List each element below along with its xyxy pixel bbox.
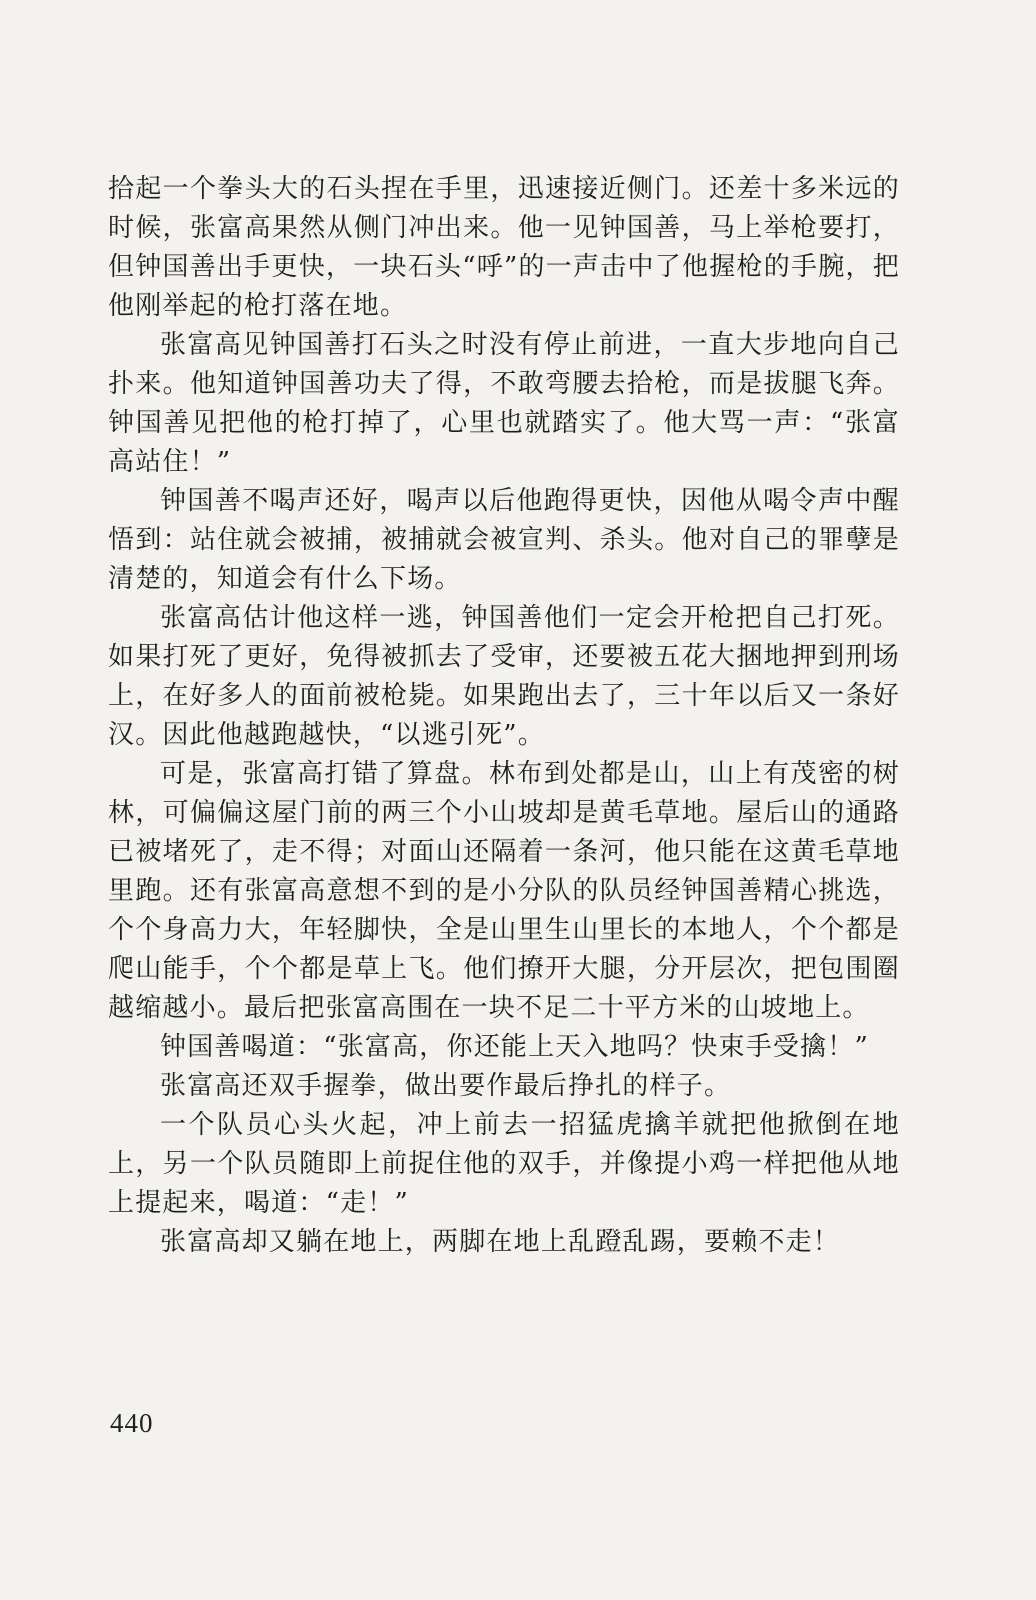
paragraph-8: 一个队员心头火起，冲上前去一招猛虎擒羊就把他掀倒在地上，另一个队员随即上前捉住他的双手，并像提小鸡一样把他从地上提起来，喝道：“走！” [108,1110,900,1218]
paragraph-5: 可是，张富高打错了算盘。林布到处都是山，山上有茂密的树林，可偏偏这屋门前的两三个小山坡却是黄毛草地。屋后山的通路已被堵死了，走不得；对面山还隔着一条河，他只能在这黄毛草地里跑。还有张富高意想不到的是小分队的队员经钟国善精心挑选，个个身高力大，年轻脚快，全是山里生山里长的本地人，个个都是爬山能手，个个都是草上飞。他们撩开大腿，分开层次，把包围圈越缩越小。最后把张富高围在一块不足二十平方米的山坡地上。 [108,759,900,1023]
paragraph-7: 张富高还双手握拳，做出要作最后挣扎的样子。 [160,1071,732,1101]
paragraph-1: 拾起一个拳头大的石头捏在手里，迅速接近侧门。还差十多米远的时候，张富高果然从侧门冲出来。他一见钟国善，马上举枪要打，但钟国善出手更快，一块石头“呼”的一声击中了他握枪的手腕，把他刚举起的枪打落在地。 [108,174,900,321]
paragraph-6: 钟国善喝道：“张富高，你还能上天入地吗？快束手受擒！” [160,1032,869,1062]
paragraph-9: 张富高却又躺在地上，两脚在地上乱蹬乱踢，要赖不走！ [160,1227,841,1257]
paragraph-4: 张富高估计他这样一逃，钟国善他们一定会开枪把自己打死。如果打死了更好，免得被抓去了受审，还要被五花大捆地押到刑场上，在好多人的面前被枪毙。如果跑出去了，三十年以后又一条好汉。因此他越跑越快，“以逃引死”。 [108,603,900,750]
body-text [108,170,900,1262]
paragraph-3: 钟国善不喝声还好，喝声以后他跑得更快，因他从喝令声中醒悟到：站住就会被捕，被捕就会被宣判、杀头。他对自己的罪孽是清楚的，知道会有什么下场。 [108,486,900,594]
page-number: 440 [110,1408,154,1438]
paragraph-2: 张富高见钟国善打石头之时没有停止前进，一直大步地向自己扑来。他知道钟国善功夫了得，不敢弯腰去拾枪，而是拔腿飞奔。钟国善见把他的枪打掉了，心里也就踏实了。他大骂一声：“张富高站住！” [108,330,900,477]
